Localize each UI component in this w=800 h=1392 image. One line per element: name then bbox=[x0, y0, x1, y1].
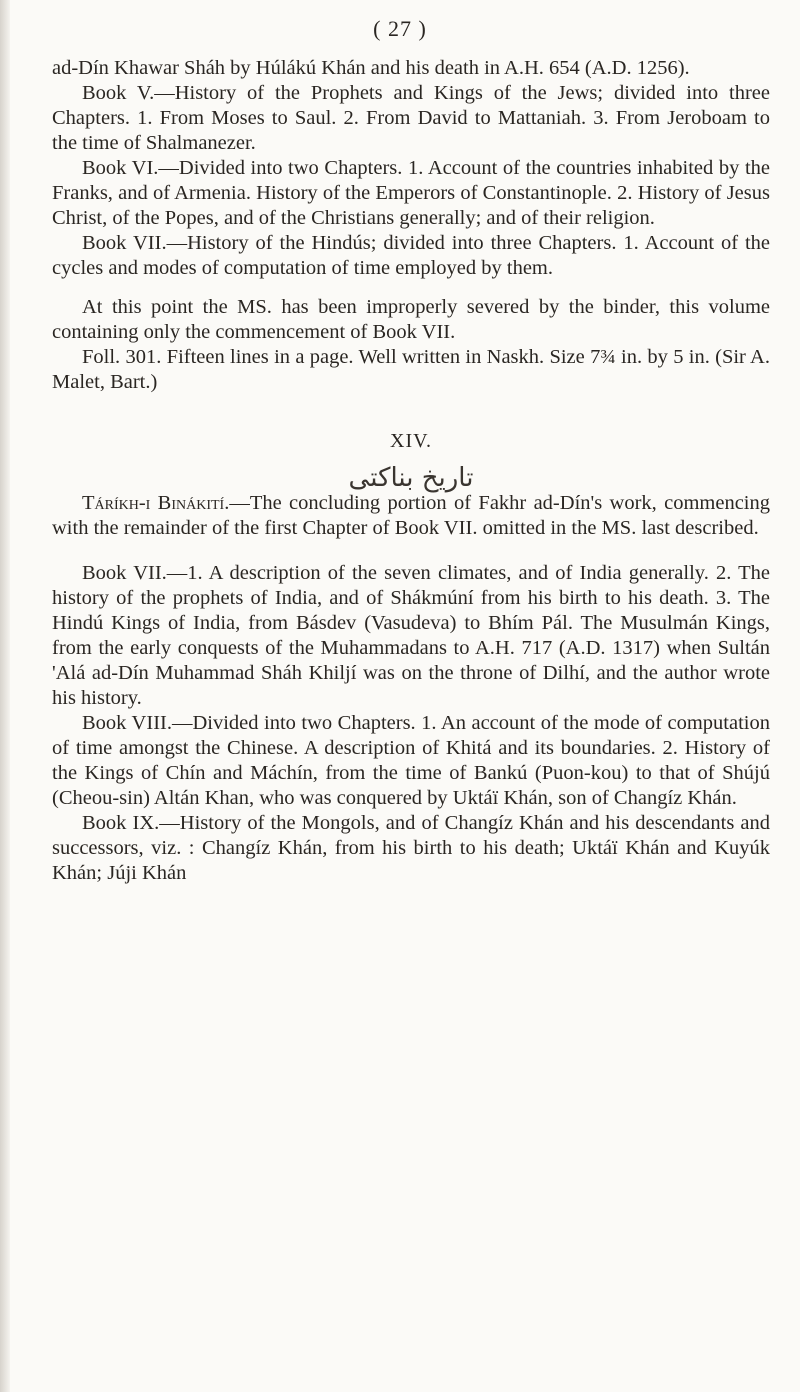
paragraph-book-5: Book V.—History of the Prophets and Kings of the Jews; divided into three Chapters. 1. From Moses to Saul. 2. From David to Mattaniah. 3. From Jeroboam to the time of Shalmanezer. bbox=[52, 82, 770, 154]
section-title: Táríkh-i Binákití. bbox=[82, 492, 230, 514]
paragraph-book-7-contents: Book VII.—1. A description of the seven climates, and of India generally. 2. The history of the prophets of India, and of Shákmúní from his birth to his death. 3. The Hindú Kings of India, from Básdev (Vasudeva) to Bhím Pál. The Musulmán Kings, from the early conquests of the Muhammadans to A.H. 717 (A.D. 1317) when Sultán 'Alá ad-Dín Muhammad Sháh Khiljí was on the throne of Dilhí, and the author wrote his history. bbox=[52, 562, 770, 709]
paragraph-book-9-contents: Book IX.—History of the Mongols, and of Changíz Khán and his descendants and successors, viz. : Changíz Khán, from his birth to his death; Uktáï Khán and Kuyúk Khán; Júji Khán bbox=[52, 812, 770, 884]
paragraph-manuscript-details: Foll. 301. Fifteen lines in a page. Well written in Naskh. Size 7¾ in. by 5 in. (Sir A. Malet, Bart.) bbox=[52, 346, 770, 393]
paragraph-book-6: Book VI.—Divided into two Chapters. 1. Account of the countries inhabited by the Franks, and of Armenia. History of the Emperors of Constantinople. 2. History of Jesus Christ, of the Popes, and of the Christians generally; and of their religion. bbox=[52, 157, 770, 229]
section-description: —The concluding portion of Fakhr ad-Dín's work, commencing with the remainder of the first Chapter of Book VII. omitted in the MS. last described. bbox=[52, 492, 770, 539]
section-intro bbox=[52, 491, 770, 541]
paragraph-continuation: ad-Dín Khawar Sháh by Húlákú Khán and his death in A.H. 654 (A.D. 1256). bbox=[52, 57, 690, 79]
paragraph-binder-note: At this point the MS. has been improperly severed by the binder, this volume containing only the commencement of Book VII. bbox=[52, 296, 770, 343]
page-body bbox=[52, 56, 770, 886]
page-spine-shadow bbox=[0, 0, 10, 1392]
page-number: ( 27 ) bbox=[373, 16, 427, 41]
paragraph-book-7: Book VII.—History of the Hindús; divided into three Chapters. 1. Account of the cycles and modes of computation of time employed by them. bbox=[52, 232, 770, 279]
persian-title: تاریخ بناکتی bbox=[348, 463, 474, 493]
paragraph-book-8-contents: Book VIII.—Divided into two Chapters. 1. An account of the mode of computation of time amongst the Chinese. A description of Khitá and its boundaries. 2. History of the Kings of Chín and Máchín, from the time of Bankú (Puon-kou) to that of Shújú (Cheou-sin) Altán Khan, who was conquered by Uktáï Khán, son of Changíz Khán. bbox=[52, 712, 770, 809]
section-number: XIV. bbox=[390, 430, 432, 452]
